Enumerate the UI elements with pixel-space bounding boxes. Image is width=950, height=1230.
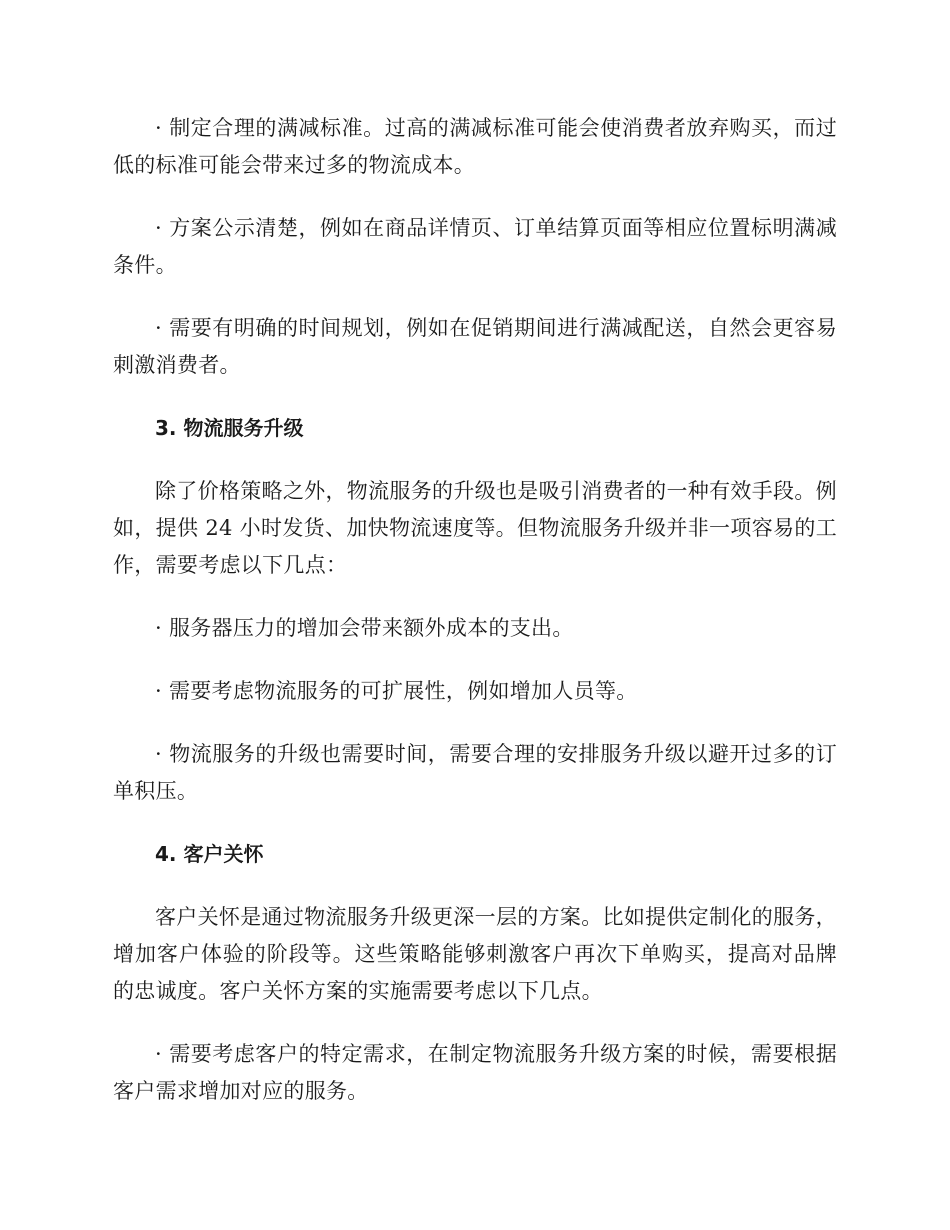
document-body — [113, 110, 837, 1136]
bullet-paragraph-upgrade-time: · 物流服务的升级也需要时间，需要合理的安排服务升级以避开过多的订单积压。 — [113, 742, 837, 803]
body-paragraph-logistics-upgrade: 除了价格策略之外，物流服务的升级也是吸引消费者的一种有效手段。例如，提供 24 小时发货、加快物流速度等。但物流服务升级并非一项容易的工作，需要考虑以下几点： — [113, 479, 837, 577]
bullet-paragraph-server-pressure: · 服务器压力的增加会带来额外成本的支出。 — [155, 616, 574, 640]
bullet-paragraph-time-planning: · 需要有明确的时间规划，例如在促销期间进行满减配送，自然会更容易刺激消费者。 — [113, 316, 837, 377]
section-heading-logistics-upgrade: 3. 物流服务升级 — [155, 416, 304, 440]
body-paragraph-customer-care: 客户关怀是通过物流服务升级更深一层的方案。比如提供定制化的服务，增加客户体验的阶段等。这些策略能够刺激客户再次下单购买，提高对品牌的忠诚度。客户关怀方案的实施需要考虑以下几点。 — [113, 905, 837, 1003]
bullet-paragraph-publicize-plan: · 方案公示清楚，例如在商品详情页、订单结算页面等相应位置标明满减条件。 — [113, 216, 837, 277]
bullet-paragraph-scalability: · 需要考虑物流服务的可扩展性，例如增加人员等。 — [155, 679, 638, 703]
section-heading-customer-care: 4. 客户关怀 — [155, 842, 264, 866]
bullet-paragraph-customer-needs: · 需要考虑客户的特定需求，在制定物流服务升级方案的时候，需要根据客户需求增加对应的服务。 — [113, 1042, 837, 1103]
bullet-paragraph-discount-threshold: · 制定合理的满减标准。过高的满减标准可能会使消费者放弃购买，而过低的标准可能会带来过多的物流成本。 — [113, 116, 837, 177]
